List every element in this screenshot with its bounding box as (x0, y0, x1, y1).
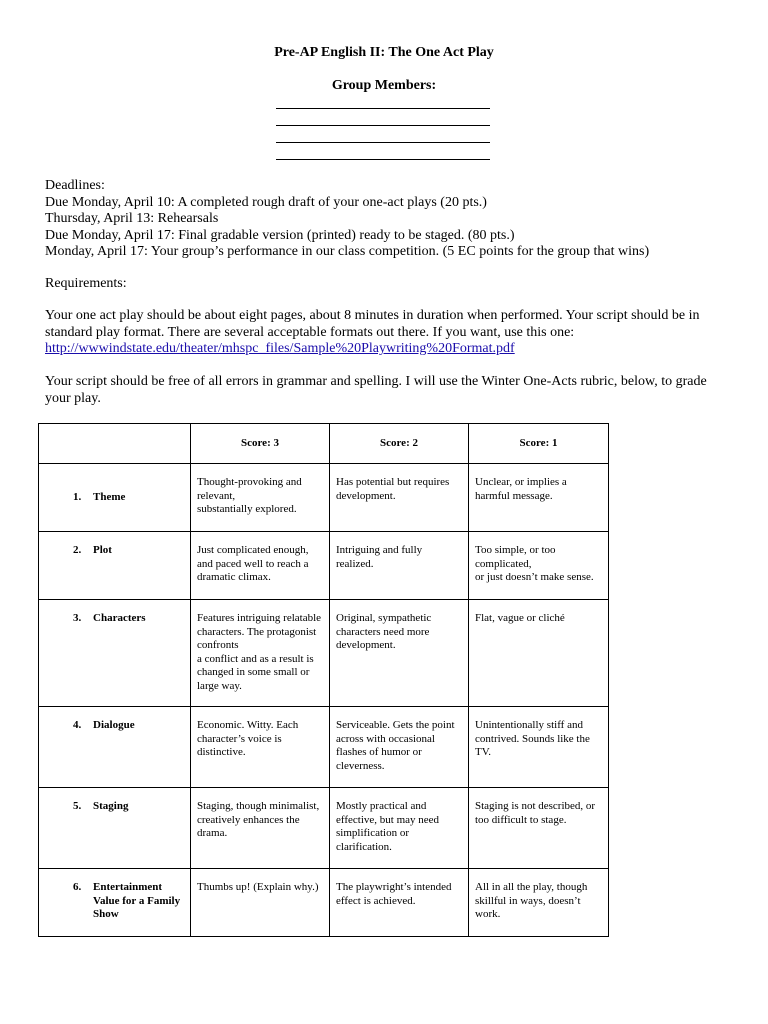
criterion-number: 6. (73, 881, 82, 893)
criterion-cell (39, 869, 191, 937)
rubric-row (39, 869, 609, 937)
score-1-cell: Unclear, or implies a harmful message. (469, 464, 609, 532)
criterion-label: Theme (93, 490, 126, 503)
deadline-item: Monday, April 17: Your group’s performance in our class competition. (5 EC points for the group that wins) (45, 244, 650, 259)
deadline-item: Due Monday, April 10: A completed rough draft of your one-act plays (20 pts.) (45, 194, 487, 210)
score-3-cell: Features intriguing relatable characters. The protagonist confronts a conflict and as a result is changed in some small or large way. (191, 600, 330, 707)
score-2-cell: Original, sympathetic characters need more development. (330, 600, 469, 707)
score-1-cell: All in all the play, though skillful in ways, doesn’t work. (469, 869, 609, 937)
criterion-number: 1. (73, 490, 82, 503)
criterion-label: Dialogue (93, 719, 135, 731)
requirements-paragraph (45, 308, 725, 358)
member-line-4 (276, 159, 490, 160)
rubric-row (39, 532, 609, 600)
member-line-1 (276, 108, 490, 109)
requirements-heading: Requirements: (45, 276, 127, 291)
criterion-cell (39, 600, 191, 707)
score-1-cell: Too simple, or too complicated, or just doesn’t make sense. (469, 532, 609, 600)
score-3-cell: Thumbs up! (Explain why.) (191, 869, 330, 937)
deadline-item: Due Monday, April 17: Final gradable version (printed) ready to be staged. (80 pts.) (45, 227, 515, 243)
rubric-row (39, 600, 609, 707)
criterion-number: 2. (73, 544, 82, 556)
deadlines-section (45, 178, 725, 261)
criterion-number: 5. (73, 800, 82, 812)
criterion-label: Entertainment Value for a Family Show (93, 881, 181, 920)
page-title: Pre-AP English II: The One Act Play (274, 45, 494, 60)
criterion-label: Staging (93, 800, 129, 812)
header-score-2: Score: 2 (330, 424, 469, 464)
score-2-cell: Intriguing and fully realized. (330, 532, 469, 600)
header-empty (39, 424, 191, 464)
score-3-cell: Economic. Witty. Each character’s voice is distinctive. (191, 707, 330, 788)
criterion-number: 4. (73, 719, 82, 731)
criterion-cell (39, 532, 191, 600)
score-2-cell: Serviceable. Gets the point across with occasional flashes of humor or cleverness. (330, 707, 469, 788)
criterion-label: Characters (93, 612, 146, 624)
criterion-cell (39, 707, 191, 788)
rubric-row (39, 707, 609, 788)
score-2-cell: Mostly practical and effective, but may need simplification or clarification. (330, 788, 469, 869)
header-score-3: Score: 3 (191, 424, 330, 464)
rubric-row (39, 788, 609, 869)
score-3-cell: Staging, though minimalist, creatively enhances the drama. (191, 788, 330, 869)
score-3-cell: Thought-provoking and relevant, substantially explored. (191, 464, 330, 532)
rubric-table (38, 423, 609, 937)
criterion-cell (39, 464, 191, 532)
group-members-label: Group Members: (331, 78, 437, 93)
score-1-cell: Staging is not described, or too difficult to stage. (469, 788, 609, 869)
format-link[interactable]: http://wwwindstate.edu/theater/mhspc_files/Sample%20Playwriting%20Format.pdf (45, 341, 515, 356)
score-1-cell: Unintentionally stiff and contrived. Sounds like the TV. (469, 707, 609, 788)
criterion-label: Plot (93, 544, 112, 556)
grammar-paragraph: Your script should be free of all errors in grammar and spelling. I will use the Winter One-Acts rubric, below, to grade your play. (45, 374, 707, 406)
member-line-3 (276, 142, 490, 143)
header-score-1: Score: 1 (469, 424, 609, 464)
criterion-number: 3. (73, 612, 82, 624)
member-line-2 (276, 125, 490, 126)
score-2-cell: Has potential but requires development. (330, 464, 469, 532)
requirements-text: Your one act play should be about eight pages, about 8 minutes in duration when performed. Your script should be in standard play format. There are several acceptable formats out there. If you want, use this one: (45, 308, 700, 340)
criterion-cell (39, 788, 191, 869)
rubric-row (39, 464, 609, 532)
rubric-header-row (39, 424, 609, 464)
deadline-item: Thursday, April 13: Rehearsals (45, 211, 219, 226)
score-3-cell: Just complicated enough, and paced well to reach a dramatic climax. (191, 532, 330, 600)
score-1-cell: Flat, vague or cliché (469, 600, 609, 707)
score-2-cell: The playwright’s intended effect is achieved. (330, 869, 469, 937)
deadlines-heading: Deadlines: (45, 178, 105, 193)
